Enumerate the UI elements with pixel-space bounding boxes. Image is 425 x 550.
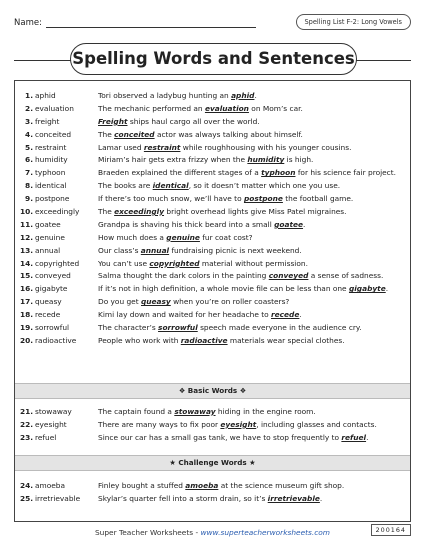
spelling-word: recede xyxy=(35,310,61,320)
highlighted-word: conceited xyxy=(114,129,155,139)
example-sentence xyxy=(98,323,405,332)
highlighted-word: refuel xyxy=(341,432,367,442)
challenge-words-heading: ★ Challenge Words ★ xyxy=(15,455,410,471)
sentence-text-after: is high. xyxy=(284,155,314,165)
spelling-word: genuine xyxy=(35,232,65,242)
word-number: 24. xyxy=(20,480,34,490)
word-row xyxy=(20,128,405,141)
worksheet-code: 200164 xyxy=(371,524,411,536)
highlighted-word: restraint xyxy=(143,142,181,152)
word-row xyxy=(20,205,405,218)
example-sentence xyxy=(98,130,405,139)
footer xyxy=(0,528,425,537)
sentence-text-after: hiding in the engine room. xyxy=(215,406,316,416)
word-number: 16. xyxy=(20,284,34,294)
word-row xyxy=(20,102,405,115)
spelling-word: annual xyxy=(35,245,61,255)
name-field xyxy=(14,18,256,28)
sentence-text-before: Skylar’s quarter fell into a storm drain, so it’s xyxy=(98,493,268,503)
spelling-word: humidity xyxy=(35,155,68,165)
highlighted-word: queasy xyxy=(140,297,171,307)
spelling-word: stowaway xyxy=(35,406,72,416)
word-number: 17. xyxy=(20,297,34,307)
sentence-text-before: You can’t use xyxy=(98,258,150,268)
word-row xyxy=(20,218,405,231)
highlighted-word: exceedingly xyxy=(114,206,165,216)
example-sentence xyxy=(98,117,405,126)
word-row xyxy=(20,492,405,505)
sentence-text-before: If there’s too much snow, we’ll have to xyxy=(98,194,244,204)
footer-link[interactable]: www.superteacherworksheets.com xyxy=(200,528,330,537)
spelling-word: conceited xyxy=(35,129,72,139)
highlighted-word: identical xyxy=(152,181,189,191)
word-number: 11. xyxy=(20,219,34,229)
sentence-text-after: speech made everyone in the audience cry. xyxy=(197,322,362,332)
word-row xyxy=(20,231,405,244)
sentence-text-after: . xyxy=(366,432,369,442)
spelling-word: amoeba xyxy=(35,480,66,490)
word-number: 1. xyxy=(25,90,33,100)
highlighted-word: recede xyxy=(271,310,300,320)
example-sentence xyxy=(98,433,405,442)
sentence-text-before: The mechanic performed an xyxy=(98,103,205,113)
word-row xyxy=(20,431,405,444)
word-number: 10. xyxy=(20,206,34,216)
sentence-text-before: How much does a xyxy=(98,232,167,242)
spelling-word: freight xyxy=(35,116,60,126)
sentence-text-before: Tori observed a ladybug hunting an xyxy=(98,90,232,100)
spelling-word: restraint xyxy=(35,142,67,152)
spelling-word: identical xyxy=(35,181,67,191)
sentence-text-after: ships haul cargo all over the world. xyxy=(127,116,260,126)
word-row xyxy=(20,166,405,179)
sentence-text-after: at the science museum gift shop. xyxy=(218,480,345,490)
sentence-text-before: Do you get xyxy=(98,297,141,307)
sentence-text-after: , including glasses and contacts. xyxy=(256,419,377,429)
highlighted-word: amoeba xyxy=(185,480,219,490)
list-badge: Spelling List F-2: Long Vowels xyxy=(296,14,412,30)
content-frame xyxy=(14,80,411,522)
word-number: 21. xyxy=(20,406,34,416)
sentence-text-before: Lamar used xyxy=(98,142,144,152)
sentence-text-after: fundraising picnic is next weekend. xyxy=(169,245,302,255)
sentence-text-after: while roughhousing with his younger cousins. xyxy=(180,142,352,152)
word-number: 15. xyxy=(20,271,34,281)
example-sentence xyxy=(98,420,405,429)
highlighted-word: postpone xyxy=(243,194,283,204)
word-number: 6. xyxy=(25,155,33,165)
footer-brand: Super Teacher Worksheets - xyxy=(94,528,201,537)
word-row xyxy=(20,308,405,321)
spelling-word: aphid xyxy=(35,90,56,100)
word-number: 20. xyxy=(20,335,34,345)
sentence-text-after: when you’re on roller coasters? xyxy=(170,297,290,307)
sentence-text-before: Kimi lay down and waited for her headache to xyxy=(98,310,271,320)
example-sentence xyxy=(98,271,405,280)
word-number: 9. xyxy=(25,194,33,204)
example-sentence xyxy=(98,181,405,190)
sentence-text-after: . xyxy=(254,90,257,100)
basic-word-list xyxy=(20,405,405,444)
word-number: 8. xyxy=(25,181,33,191)
highlighted-word: annual xyxy=(140,245,170,255)
highlighted-word: aphid xyxy=(231,90,255,100)
word-row xyxy=(20,257,405,270)
sentence-text-after: bright overhead lights give Miss Patel migraines. xyxy=(164,206,347,216)
spelling-word: refuel xyxy=(35,432,57,442)
spelling-word: eyesight xyxy=(35,419,67,429)
sentence-text-before: There are many ways to fix poor xyxy=(98,419,221,429)
challenge-word-list xyxy=(20,479,405,505)
sentence-text-before: The xyxy=(98,206,115,216)
word-row xyxy=(20,192,405,205)
spelling-word: radioactive xyxy=(35,335,77,345)
spelling-word: exceedingly xyxy=(35,206,80,216)
word-row xyxy=(20,89,405,102)
example-sentence xyxy=(98,297,405,306)
example-sentence xyxy=(98,143,405,152)
highlighted-word: Freight xyxy=(98,116,128,126)
word-number: 5. xyxy=(25,142,33,152)
example-sentence xyxy=(98,155,405,164)
sentence-text-before: Our class’s xyxy=(98,245,141,255)
spelling-word: copyrighted xyxy=(35,258,80,268)
sentence-text-before: Braeden explained the different stages of a xyxy=(98,168,262,178)
highlighted-word: gigabyte xyxy=(348,284,386,294)
sentence-text-after: actor was always talking about himself. xyxy=(154,129,303,139)
spelling-word: goatee xyxy=(35,219,61,229)
word-number: 7. xyxy=(25,168,33,178)
highlighted-word: typhoon xyxy=(261,168,296,178)
example-sentence xyxy=(98,194,405,203)
name-line[interactable] xyxy=(46,18,256,28)
sentence-text-before: The captain found a xyxy=(98,406,175,416)
sentence-text-after: material without permission. xyxy=(199,258,308,268)
spelling-word: sorrowful xyxy=(35,322,70,332)
main-word-list xyxy=(20,89,405,347)
example-sentence xyxy=(98,168,405,177)
word-number: 23. xyxy=(20,432,34,442)
example-sentence xyxy=(98,336,405,345)
word-row xyxy=(20,321,405,334)
name-label: Name: xyxy=(14,18,42,28)
sentence-text-before: Miriam’s hair gets extra frizzy when the xyxy=(98,155,248,165)
word-number: 4. xyxy=(25,129,33,139)
basic-words-heading: ❖ Basic Words ❖ xyxy=(15,383,410,399)
example-sentence xyxy=(98,91,405,100)
sentence-text-after: . xyxy=(303,219,306,229)
example-sentence xyxy=(98,481,405,490)
word-row xyxy=(20,244,405,257)
word-number: 19. xyxy=(20,322,34,332)
example-sentence xyxy=(98,259,405,268)
highlighted-word: copyrighted xyxy=(149,258,200,268)
sentence-text-before: The xyxy=(98,129,115,139)
spelling-word: typhoon xyxy=(35,168,66,178)
word-number: 25. xyxy=(20,493,34,503)
sentence-text-after: , so it doesn’t matter which one you use. xyxy=(188,181,341,191)
sentence-text-after: for his science fair project. xyxy=(295,168,396,178)
example-sentence xyxy=(98,246,405,255)
sentence-text-after: fur coat cost? xyxy=(199,232,253,242)
spelling-word: queasy xyxy=(35,297,62,307)
example-sentence xyxy=(98,284,405,293)
word-number: 13. xyxy=(20,245,34,255)
highlighted-word: conveyed xyxy=(268,271,309,281)
word-row xyxy=(20,179,405,192)
sentence-text-after: the football game. xyxy=(282,194,354,204)
sentence-text-before: If it’s not in high definition, a whole movie file can be less than one xyxy=(98,284,349,294)
word-row xyxy=(20,418,405,431)
sentence-text-before: The books are xyxy=(98,181,153,191)
word-number: 2. xyxy=(25,103,33,113)
sentence-text-after: . xyxy=(385,284,389,294)
highlighted-word: goatee xyxy=(274,219,304,229)
sentence-text-after: . xyxy=(299,310,302,320)
example-sentence xyxy=(98,310,405,319)
word-row xyxy=(20,115,405,128)
word-row xyxy=(20,269,405,282)
spelling-word: postpone xyxy=(35,194,70,204)
spelling-word: evaluation xyxy=(35,103,74,113)
sentence-text-after: on Mom’s car. xyxy=(248,103,303,113)
sentence-text-after: . xyxy=(319,493,323,503)
sentence-text-after: materials wear special clothes. xyxy=(227,335,345,345)
word-number: 14. xyxy=(20,258,34,268)
word-number: 3. xyxy=(25,116,33,126)
sentence-text-after: a sense of sadness. xyxy=(308,271,384,281)
highlighted-word: evaluation xyxy=(204,103,249,113)
word-row xyxy=(20,334,405,347)
sentence-text-before: The character’s xyxy=(98,322,159,332)
sentence-text-before: Salma thought the dark colors in the painting xyxy=(98,271,269,281)
word-number: 12. xyxy=(20,232,34,242)
example-sentence xyxy=(98,233,405,242)
word-row xyxy=(20,405,405,418)
word-row xyxy=(20,479,405,492)
word-row xyxy=(20,153,405,166)
example-sentence xyxy=(98,207,405,216)
example-sentence xyxy=(98,494,405,503)
highlighted-word: irretrievable xyxy=(267,493,320,503)
word-number: 22. xyxy=(20,419,34,429)
highlighted-word: genuine xyxy=(166,232,200,242)
sentence-text-before: Grandpa is shaving his thick beard into a small xyxy=(98,219,275,229)
word-number: 18. xyxy=(20,310,34,320)
highlighted-word: radioactive xyxy=(180,335,228,345)
example-sentence xyxy=(98,104,405,113)
example-sentence xyxy=(98,220,405,229)
word-row xyxy=(20,282,405,295)
spelling-word: conveyed xyxy=(35,271,71,281)
page-title: Spelling Words and Sentences xyxy=(70,43,357,75)
word-row xyxy=(20,141,405,154)
sentence-text-before: Finley bought a stuffed xyxy=(98,480,186,490)
highlighted-word: eyesight xyxy=(220,419,257,429)
spelling-word: gigabyte xyxy=(35,284,68,294)
spelling-word: irretrievable xyxy=(35,493,81,503)
sentence-text-before: People who work with xyxy=(98,335,181,345)
example-sentence xyxy=(98,407,405,416)
word-row xyxy=(20,295,405,308)
sentence-text-before: Since our car has a small gas tank, we have to stop frequently to xyxy=(98,432,342,442)
highlighted-word: stowaway xyxy=(174,406,216,416)
highlighted-word: sorrowful xyxy=(158,322,198,332)
highlighted-word: humidity xyxy=(247,155,285,165)
